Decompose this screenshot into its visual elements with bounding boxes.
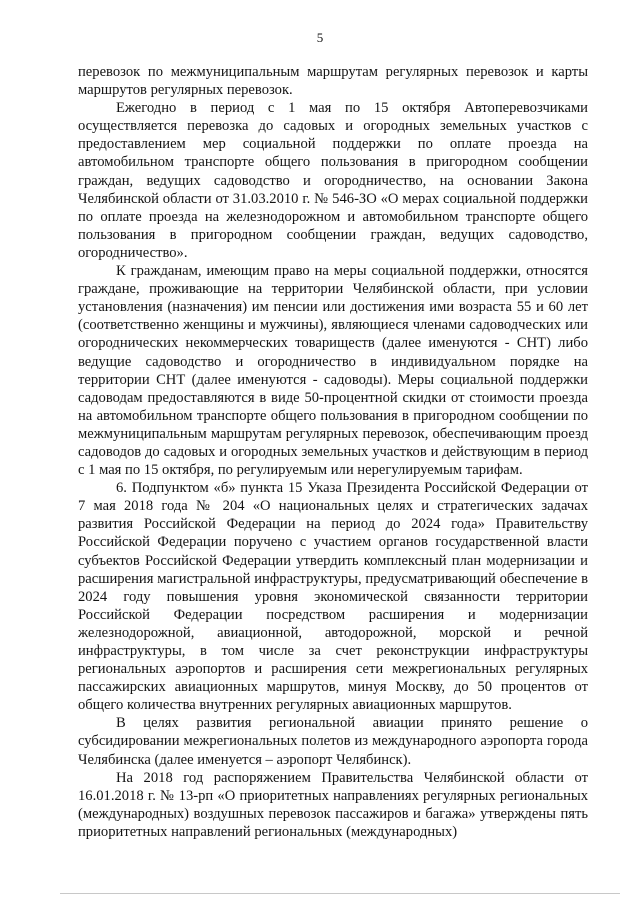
paragraph-continuation: перевозок по межмуниципальным маршрутам регулярных перевозок и карты маршрутов регулярных перевозок.	[78, 64, 588, 99]
paragraph-priority-directions: На 2018 год распоряжением Правительства Челябинской области от 16.01.2018 г. № 13-рп «О приоритетных направлениях регулярных региональных (международных) воздушных перевозок пассажиров и багажа» утверждены пять приоритетных направлений региональных (международных)	[78, 769, 588, 840]
paragraph-regional-aviation: В целях развития региональной авиации принято решение о субсидировании межрегиональных полетов из международного аэропорта города Челябинска (далее именуется – аэропорт Челябинск).	[78, 715, 588, 768]
page-number: 5	[316, 30, 324, 45]
bottom-divider	[60, 893, 620, 894]
document-body	[78, 63, 588, 841]
paragraph-presidential-decree: 6. Подпунктом «б» пункта 15 Указа Президента Российской Федерации от 7 мая 2018 года № 204 «О национальных целях и стратегических задачах развития Российской Федерации на период до 2024 года» Правительству Российской Федерации поручено с участием органов государственной власти субъектов Российской Федерации утвердить комплексный план модернизации и расширения магистральной инфраструктуры, предусматривающий обеспечение в 2024 году повышения уровня экономической связанности территории Российской Федерации посредством расширения и модернизации железнодорожной, авиационной, автодорожной, морской и речной инфраструктуры, в том числе за счет реконструкции инфраструктуры региональных аэропортов и расширения сети межрегиональных регулярных пассажирских авиационных маршрутов, минуя Москву, до 50 процентов от общего количества внутренних регулярных авиационных маршрутов.	[78, 480, 588, 714]
paragraph-seasonal-transport: Ежегодно в период с 1 мая по 15 октября Автоперевозчиками осуществляется перевозка до садовых и огородных земельных участков с предоставлением мер социальной поддержки по оплате проезда на автомобильном транспорте общего пользования в пригородном сообщении граждан, ведущих садоводство и огородничество, на основании Закона Челябинской области от 31.03.2010 г. № 546-ЗО «О мерах социальной поддержки по оплате проезда на железнодорожном и автомобильном транспорте общего пользования в пригородном сообщении граждан, ведущих садоводство, огородничество».	[78, 100, 588, 261]
paragraph-social-support-eligibility: К гражданам, имеющим право на меры социальной поддержки, относятся граждане, проживающие на территории Челябинской области, при условии установления (назначения) им пенсии или достижения ими возраста 55 и 60 лет (соответственно женщины и мужчины), являющиеся членами садоводческих или огороднических некоммерческих товариществ (далее именуются - СНТ) либо ведущие садоводство и огородничество в индивидуальном порядке на территории СНТ (далее именуются - садоводы). Меры социальной поддержки садоводам предоставляются в виде 50-процентной скидки от стоимости проезда на автомобильном транспорте общего пользования в пригородном сообщении по межмуниципальным маршрутам регулярных перевозок, обеспечивающим проезд садоводов до садовых и огородных земельных участков и действующим в период с 1 мая по 15 октября, по регулируемым или нерегулируемым тарифам.	[78, 263, 588, 479]
